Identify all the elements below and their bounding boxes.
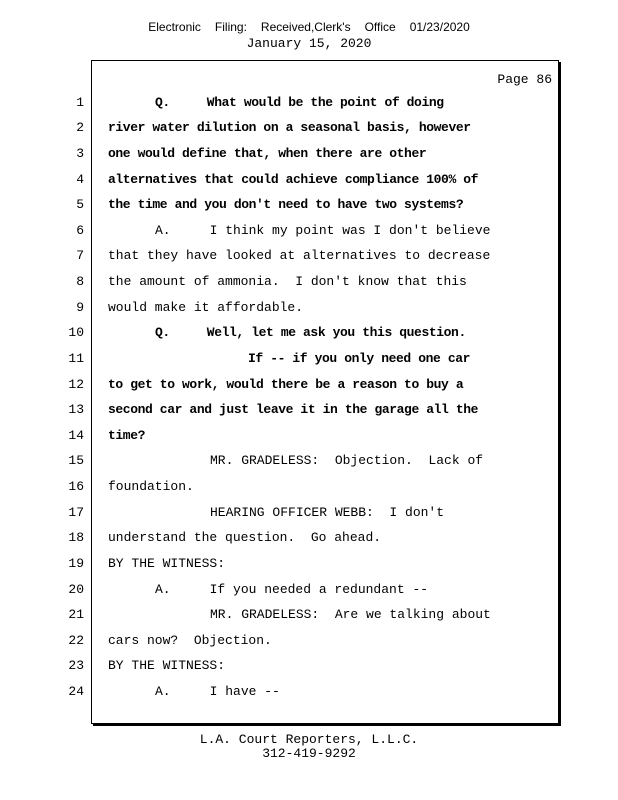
transcript-line: understand the question. Go ahead. <box>108 530 382 545</box>
line-number: 13 <box>68 402 84 417</box>
filing-office: Office <box>364 20 396 34</box>
transcript-line: cars now? Objection. <box>108 633 272 648</box>
transcript-line: A. I think my point was I don't believe <box>155 223 491 238</box>
transcript-line: If -- if you only need one car <box>248 351 471 366</box>
transcript-line: second car and just leave it in the garage all the <box>108 402 479 417</box>
transcript-line: time? <box>108 428 146 443</box>
transcript-line: foundation. <box>108 479 194 494</box>
transcript-line: the time and you don't need to have two systems? <box>108 197 464 212</box>
line-number: 12 <box>68 377 84 392</box>
line-number: 1 <box>76 95 84 110</box>
transcript-line: river water dilution on a seasonal basis, however <box>108 120 471 135</box>
line-number: 18 <box>68 530 84 545</box>
line-number: 23 <box>68 658 84 673</box>
line-number: 2 <box>76 120 84 135</box>
transcript-line: Q. Well, let me ask you this question. <box>155 325 466 340</box>
filing-stamp <box>0 20 618 34</box>
transcript-line: Q. What would be the point of doing <box>155 95 444 110</box>
transcript-line: that they have looked at alternatives to decrease <box>108 248 491 263</box>
line-number: 19 <box>68 556 84 571</box>
reporter-phone: 312-419-9292 <box>262 746 356 761</box>
transcript-line: MR. GRADELESS: Objection. Lack of <box>210 453 484 468</box>
transcript-line: A. I have -- <box>155 684 280 699</box>
line-number: 15 <box>68 453 84 468</box>
line-number: 7 <box>76 248 84 263</box>
filing-filing: Filing: <box>214 20 247 34</box>
line-number: 17 <box>68 505 84 520</box>
transcript-line: the amount of ammonia. I don't know that this <box>108 274 467 289</box>
reporter-company: L.A. Court Reporters, L.L.C. <box>199 732 419 747</box>
line-number: 22 <box>68 633 84 648</box>
line-number: 5 <box>76 197 84 212</box>
line-number: 9 <box>76 300 84 315</box>
transcript-line: would make it affordable. <box>108 300 304 315</box>
transcript-line: alternatives that could achieve compliance 100% of <box>108 172 479 187</box>
line-number: 16 <box>68 479 84 494</box>
page-number: Page 86 <box>497 72 552 87</box>
filing-date: 01/23/2020 <box>409 20 470 34</box>
transcript-date: January 15, 2020 <box>246 36 372 51</box>
transcript-line: BY THE WITNESS: <box>108 556 226 571</box>
line-number: 10 <box>68 325 84 340</box>
line-number: 14 <box>68 428 84 443</box>
transcript-line: to get to work, would there be a reason to buy a <box>108 377 464 392</box>
line-number: 4 <box>76 172 84 187</box>
filing-received: Received,Clerk's <box>260 20 351 34</box>
reporter-footer <box>0 733 618 761</box>
line-number: 20 <box>68 582 84 597</box>
line-number: 11 <box>68 351 84 366</box>
line-number: 24 <box>68 684 84 699</box>
transcript-line: BY THE WITNESS: <box>108 658 226 673</box>
line-number: 3 <box>76 146 84 161</box>
filing-electronic: Electronic <box>148 20 201 34</box>
transcript-line: one would define that, when there are other <box>108 146 427 161</box>
line-number: 6 <box>76 223 84 238</box>
line-number: 21 <box>68 607 84 622</box>
transcript-line: A. If you needed a redundant -- <box>155 582 429 597</box>
line-number: 8 <box>76 274 84 289</box>
transcript-line: HEARING OFFICER WEBB: I don't <box>210 505 445 520</box>
transcript-line: MR. GRADELESS: Are we talking about <box>210 607 491 622</box>
